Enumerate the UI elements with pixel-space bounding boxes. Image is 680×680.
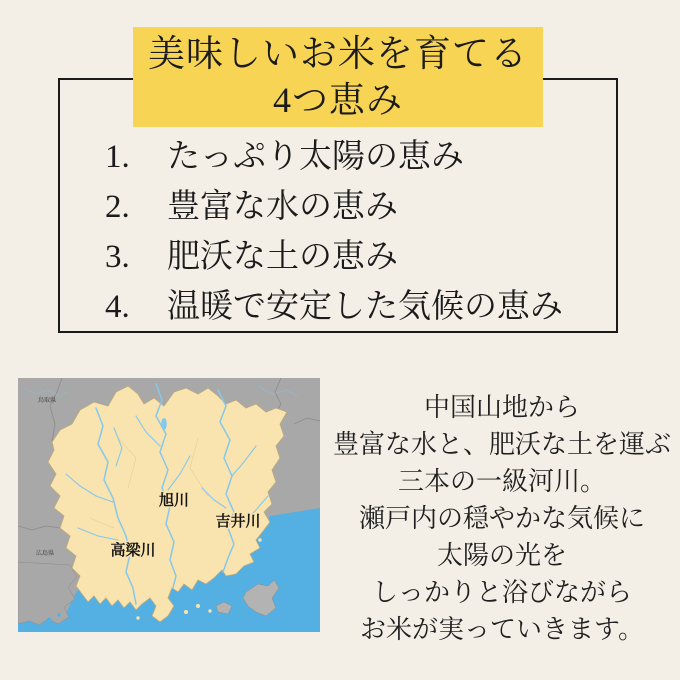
river-label-yoshii: 吉井川 <box>215 513 261 530</box>
item-text: 豊富な水の恵み <box>167 189 398 225</box>
description-line: しっかりと浴びながら <box>371 578 632 607</box>
okayama-rivers-map <box>18 378 320 632</box>
river-label-asahi: 旭川 <box>158 492 190 509</box>
description-line: お米が実っていきます。 <box>360 615 644 644</box>
blessings-list <box>105 139 563 325</box>
region-label-hiroshima: 広島県 <box>36 551 55 557</box>
map-svg <box>18 378 320 632</box>
description-line: 太陽の光を <box>436 541 567 570</box>
coast-inlet <box>57 613 61 617</box>
list-item-4 <box>105 289 563 325</box>
item-number: 1. <box>105 139 130 175</box>
list-item-3 <box>105 239 563 275</box>
hiroshima-coast <box>18 562 77 625</box>
title-banner <box>133 27 543 127</box>
item-number: 4. <box>105 289 130 325</box>
item-text: たっぷり太陽の恵み <box>167 139 464 175</box>
item-text: 温暖で安定した気候の恵み <box>167 289 563 325</box>
river-label-takahashi: 高梁川 <box>110 542 156 559</box>
reservoir <box>161 418 167 430</box>
list-item-2 <box>105 189 563 225</box>
description-line: 中国山地から <box>423 393 580 422</box>
coast-inlet <box>47 618 52 623</box>
title-line-2: 4つ恵み <box>272 80 403 120</box>
region-label-tottori: 鳥取県 <box>38 398 57 404</box>
title-line-1: 美味しいお米を育てる <box>148 34 528 75</box>
item-number: 2. <box>105 189 130 225</box>
description-line: 瀬戸内の穏やかな気候に <box>358 504 645 533</box>
item-text: 肥沃な土の恵み <box>167 239 398 275</box>
description-line: 三本の一級河川。 <box>397 467 606 496</box>
description-line: 豊富な水と、肥沃な土を運ぶ <box>332 430 671 459</box>
list-item-1 <box>105 139 563 175</box>
description-text <box>328 389 676 648</box>
item-number: 3. <box>105 239 130 275</box>
